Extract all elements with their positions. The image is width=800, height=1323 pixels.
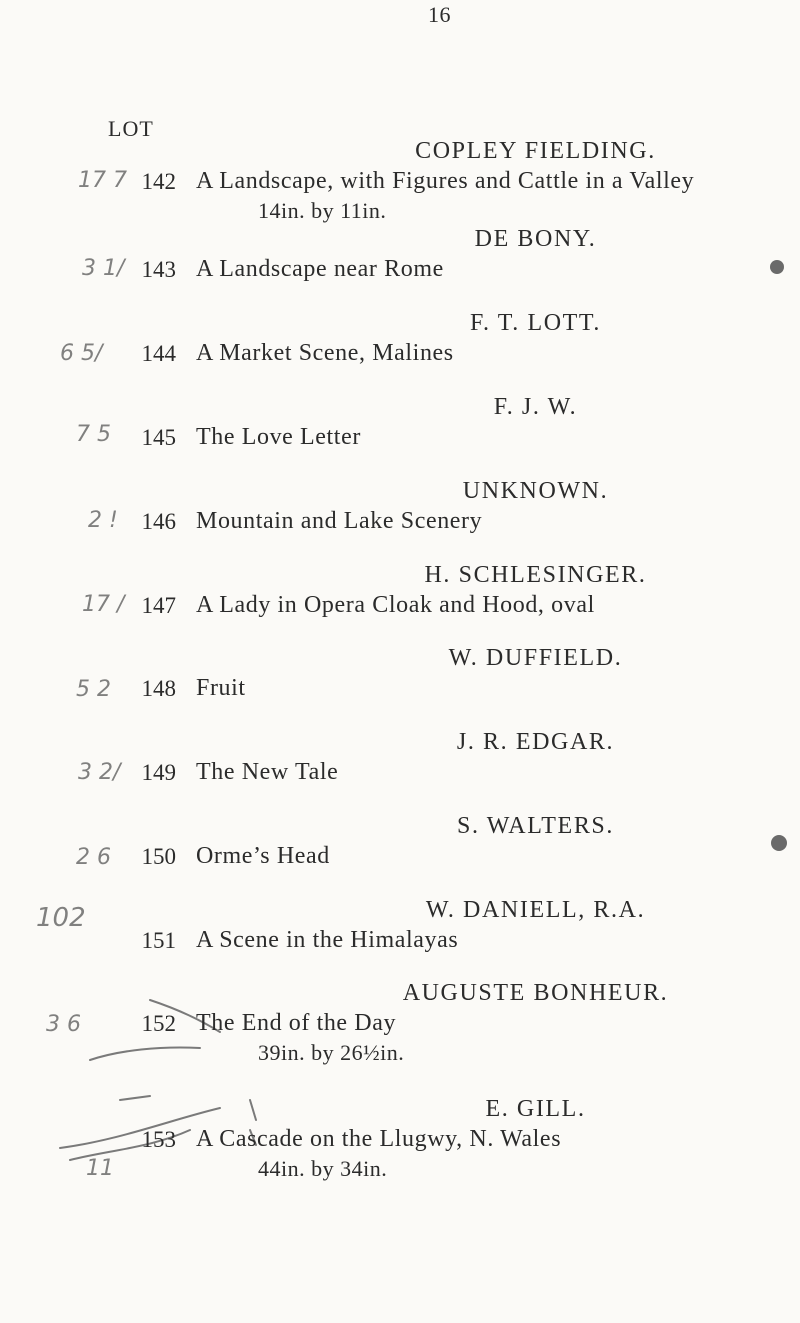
lot-number: 149 [141,760,176,785]
lot-number: 150 [141,844,176,869]
lot-title: A Cascade on the Llugwy, N. Wales [196,1126,562,1152]
artist-name: J. R. EDGAR. [456,729,615,755]
artist-name: UNKNOWN. [462,478,609,504]
artist-name: E. GILL. [485,1096,586,1122]
artist-name: H. SCHLESINGER. [424,562,647,588]
handwritten-price: 2 6 [76,845,111,870]
handwritten-price: 3 2/ [78,760,121,785]
artist-name: DE BONY. [474,226,597,252]
handwritten-price: 17 7 [78,168,127,193]
lot-column-header: LOT [108,116,154,141]
handwritten-price: 3 1/ [82,256,125,281]
lot-title: A Market Scene, Malines [196,340,454,366]
artist-name: W. DUFFIELD. [448,645,623,671]
lot-title: A Lady in Opera Cloak and Hood, oval [196,592,595,618]
lot-number: 151 [141,928,176,953]
handwritten-price: 11 [86,1156,114,1181]
handwritten-price: 3 6 [46,1012,81,1037]
lot-title: The End of the Day [196,1010,397,1036]
handwritten-price: 7 5 [76,422,111,447]
lot-title: Orme’s Head [196,843,330,869]
lot-title: The Love Letter [196,424,361,450]
artist-name: W. DANIELL, R.A. [425,897,646,923]
lot-number: 143 [141,257,176,282]
artist-name: S. WALTERS. [457,813,614,839]
lot-number: 147 [141,593,176,618]
lot-number: 148 [141,676,176,701]
artist-name: COPLEY FIELDING. [415,138,656,164]
lot-number: 146 [141,509,176,534]
lot-title: A Landscape, with Figures and Cattle in a Valley [196,168,695,194]
handwritten-price: 102 [36,903,86,933]
handwritten-price: 6 5/ [60,341,103,366]
lot-dimensions: 14in. by 11in. [258,198,387,223]
lot-dimensions: 39in. by 26½in. [258,1040,405,1065]
lot-number: 142 [141,169,176,194]
artist-name: AUGUSTE BONHEUR. [402,980,669,1006]
page-number: 16 [428,2,451,27]
handwritten-price: 17 / [82,592,125,617]
lot-title: Fruit [196,675,246,701]
lot-title: The New Tale [196,759,339,785]
artist-name: F. J. W. [493,394,578,420]
artist-name: F. T. LOTT. [469,310,601,336]
lot-title: A Scene in the Himalayas [196,927,459,953]
lot-dimensions: 44in. by 34in. [258,1156,388,1181]
handwritten-price: 2 ! [88,508,118,533]
lot-number: 144 [141,341,176,366]
lot-number: 152 [141,1011,176,1036]
lot-title: Mountain and Lake Scenery [196,508,483,534]
lot-title: A Landscape near Rome [196,256,444,282]
lot-number: 145 [141,425,176,450]
lot-number: 153 [141,1127,176,1152]
handwritten-price: 5 2 [76,677,111,702]
